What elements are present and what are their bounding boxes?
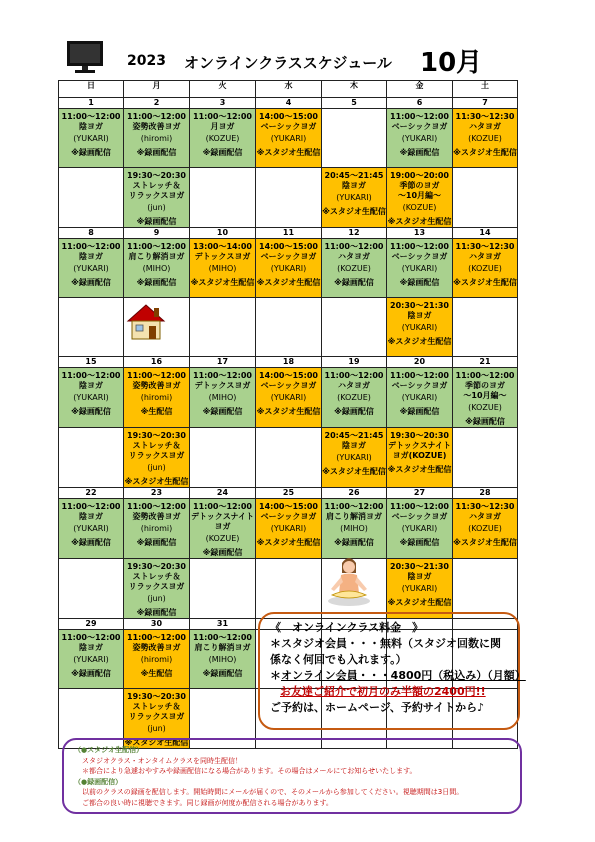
class-mode: ※録画配信 [71, 538, 111, 547]
class-slot [124, 630, 190, 689]
studio-live-text2: ＊都合により急遽おやすみや録画配信になる場合があります。その場合はメールにてお知らせいたします。 [82, 767, 417, 775]
empty-slot [322, 109, 387, 168]
class-mode: ※録画配信 [71, 407, 111, 416]
class-name: デトックスナイト [191, 512, 254, 521]
class-name: ストレッチ＆ [132, 572, 181, 581]
class-mode: ※録画配信 [399, 278, 440, 287]
class-time: 11:00～12:00 [61, 112, 121, 121]
yoga-person-icon [326, 555, 372, 607]
day-number: 5 [322, 98, 387, 109]
class-mode: ※録画配信 [71, 278, 111, 287]
class-slot [387, 499, 453, 559]
day-number: 11 [256, 228, 322, 239]
house-icon [126, 303, 166, 341]
monitor-icon [66, 40, 104, 74]
class-slot [453, 109, 518, 168]
class-slot [256, 368, 322, 428]
class-instructor: (KOZUE) [468, 524, 502, 533]
class-mode: ※録画配信 [136, 278, 177, 287]
day-number: 13 [387, 228, 453, 239]
class-name-2: ～10月編～ [397, 191, 442, 200]
class-name-2: リラックスヨガ [128, 451, 185, 460]
class-slot [59, 109, 124, 168]
class-slot [190, 239, 256, 298]
class-name: ストレッチ＆ [132, 702, 181, 711]
class-mode: ※スタジオ生配信 [387, 217, 452, 226]
class-time: 11:00～12:00 [127, 371, 186, 380]
year-label: 2023 [127, 53, 166, 69]
class-name: ハタヨガ [469, 122, 501, 131]
class-time: 19:30～20:30 [127, 171, 186, 180]
class-time: 11:00～12:00 [61, 371, 121, 380]
class-instructor: (MIHO) [208, 264, 237, 273]
class-name: ハタヨガ [469, 252, 501, 261]
class-mode: ※スタジオ生配信 [256, 278, 321, 287]
day-number: 18 [256, 357, 322, 368]
class-name: 月ヨガ [210, 122, 235, 131]
class-mode: ※スタジオ生配信 [387, 337, 452, 346]
empty-slot [190, 559, 256, 619]
class-name: デトックスナイト [388, 441, 451, 450]
day-number: 28 [453, 488, 518, 499]
studio-member-line1: ＊スタジオ会員・・・無料（スタジオ回数に関 [270, 637, 501, 650]
class-slot [387, 559, 453, 619]
notes-box [62, 738, 522, 814]
class-time: 11:30～12:30 [455, 112, 515, 121]
class-time: 14:00～15:00 [259, 242, 318, 251]
class-time: 20:45～21:45 [324, 431, 384, 440]
class-time: 19:00～20:00 [390, 171, 449, 180]
class-time: 11:00～12:00 [390, 502, 449, 511]
class-time: 14:00～15:00 [259, 112, 318, 121]
day-number: 30 [124, 619, 190, 630]
class-mode: ※録画配信 [71, 669, 111, 678]
weekday-6: 土 [453, 81, 518, 98]
empty-slot [190, 428, 256, 488]
class-time: 11:00～12:00 [61, 633, 121, 642]
class-name-2: ヨガ(KOZUE) [392, 451, 447, 460]
class-mode: ※スタジオ生配信 [190, 278, 255, 287]
class-row [59, 428, 518, 488]
class-instructor: (hiromi) [140, 134, 173, 143]
day-number: 22 [59, 488, 124, 499]
studio-live-heading: （●スタジオ生配信） [74, 746, 144, 754]
class-instructor: (YUKARI) [73, 655, 109, 664]
class-name: ストレッチ＆ [132, 441, 181, 450]
class-row [59, 499, 518, 559]
class-instructor: (KOZUE) [337, 393, 371, 402]
online-member-line [270, 668, 526, 684]
class-instructor: (YUKARI) [401, 524, 438, 533]
class-name: 陰ヨガ [407, 311, 432, 320]
class-time: 11:00～12:00 [127, 242, 186, 251]
class-time: 11:00～12:00 [390, 112, 449, 121]
class-row [59, 109, 518, 168]
class-name: 陰ヨガ [79, 512, 103, 521]
class-slot [59, 499, 124, 559]
studio-member-line2: 係なく何回でも入れます。） [270, 653, 407, 666]
class-mode: ※スタジオ生配信 [322, 207, 386, 216]
class-name: 肩こり解消ヨガ [128, 252, 185, 261]
class-mode: ※録画配信 [399, 538, 440, 547]
class-time: 11:00～12:00 [193, 371, 252, 380]
class-instructor: (jun) [147, 203, 166, 212]
class-mode: ※録画配信 [399, 407, 440, 416]
online-member-price: 4800円（税込み）（月額） [390, 669, 526, 682]
class-time: 11:00～12:00 [61, 242, 121, 251]
class-mode: ※スタジオ生配信 [256, 407, 321, 416]
class-time: 11:30～12:30 [455, 242, 515, 251]
class-instructor: (YUKARI) [401, 584, 438, 593]
day-number: 3 [190, 98, 256, 109]
day-number: 21 [453, 357, 518, 368]
day-number: 24 [190, 488, 256, 499]
day-number: 16 [124, 357, 190, 368]
day-number: 4 [256, 98, 322, 109]
class-instructor: (YUKARI) [401, 393, 438, 402]
class-name: 陰ヨガ [79, 252, 103, 261]
class-mode: ※録画配信 [136, 217, 177, 226]
empty-slot [322, 298, 387, 357]
class-slot [190, 499, 256, 559]
weekday-1: 月 [124, 81, 190, 98]
day-number: 2 [124, 98, 190, 109]
class-mode: ※スタジオ生配信 [256, 148, 321, 157]
weekday-4: 木 [322, 81, 387, 98]
class-instructor: (YUKARI) [73, 134, 109, 143]
empty-slot [453, 168, 518, 228]
class-instructor: (KOZUE) [468, 403, 502, 412]
class-time: 11:00～12:00 [324, 371, 384, 380]
class-mode: ※録画配信 [136, 608, 177, 617]
class-time: 19:30～20:30 [127, 431, 186, 440]
day-number: 9 [124, 228, 190, 239]
day-number: 17 [190, 357, 256, 368]
class-mode: ※録画配信 [399, 148, 440, 157]
month-label: 10月 [420, 48, 483, 78]
class-time: 11:00～12:00 [390, 371, 449, 380]
class-mode: ※スタジオ生配信 [387, 465, 452, 474]
weekday-0: 日 [59, 81, 124, 98]
empty-slot [190, 168, 256, 228]
pricing-box [258, 612, 526, 730]
class-name: ハタヨガ [338, 381, 370, 390]
class-slot [387, 428, 453, 488]
day-number: 6 [387, 98, 453, 109]
day-number-row [59, 228, 518, 239]
class-instructor: (KOZUE) [337, 264, 371, 273]
class-slot [322, 428, 387, 488]
class-slot [124, 559, 190, 619]
class-time: 11:00～12:00 [455, 371, 515, 380]
class-slot [322, 239, 387, 298]
page-title: オンラインクラススケジュール [184, 54, 392, 72]
class-slot [59, 630, 124, 689]
weekday-2: 火 [190, 81, 256, 98]
class-mode: ※スタジオ生配信 [124, 738, 189, 747]
class-name: 陰ヨガ [342, 441, 366, 450]
class-name: 陰ヨガ [79, 381, 103, 390]
class-slot [190, 368, 256, 428]
class-instructor: (KOZUE) [205, 134, 240, 143]
class-instructor: (hiromi) [140, 655, 173, 664]
class-row [59, 368, 518, 428]
weekday-5: 金 [387, 81, 453, 98]
class-time: 14:00～15:00 [259, 502, 318, 511]
class-mode: ※生配信 [140, 669, 173, 678]
class-name: ベーシックヨガ [260, 512, 317, 521]
class-name-2: リラックスヨガ [128, 582, 185, 591]
day-number: 26 [322, 488, 387, 499]
recorded-heading: （●録画配信） [74, 777, 123, 786]
day-number-row [59, 98, 518, 109]
class-name: ハタヨガ [469, 512, 501, 521]
day-number-row [59, 488, 518, 499]
empty-slot [256, 559, 322, 619]
class-slot [453, 499, 518, 559]
empty-slot [256, 428, 322, 488]
class-instructor: (YUKARI) [73, 264, 109, 273]
class-name: 肩こり解消ヨガ [326, 512, 382, 521]
class-instructor: (YUKARI) [336, 453, 372, 462]
class-slot [124, 499, 190, 559]
class-time: 11:00～12:00 [127, 112, 186, 121]
class-time: 11:00～12:00 [193, 633, 252, 642]
class-mode: ※録画配信 [202, 148, 243, 157]
day-number: 23 [124, 488, 190, 499]
class-mode: ※録画配信 [334, 407, 374, 416]
recorded-text2: ご都合の良い時に視聴できます。同じ録画が何度か配信される場合があります。 [82, 798, 333, 807]
class-instructor: (YUKARI) [73, 393, 109, 402]
day-number: 15 [59, 357, 124, 368]
class-mode: ※スタジオ生配信 [453, 538, 517, 547]
class-name: ベーシックヨガ [391, 252, 448, 261]
class-slot [322, 499, 387, 559]
class-name: 肩こり解消ヨガ [194, 643, 251, 652]
class-mode: ※録画配信 [334, 278, 374, 287]
empty-slot [59, 168, 124, 228]
class-instructor: (YUKARI) [270, 134, 307, 143]
class-slot [322, 368, 387, 428]
reservation-note: ご予約は、ホームページ、予約サイトから♪ [270, 701, 485, 714]
class-instructor: (jun) [147, 594, 166, 603]
weekday-header-row [59, 81, 518, 98]
class-slot [190, 109, 256, 168]
class-row [59, 239, 518, 298]
class-time: 11:00～12:00 [193, 112, 252, 121]
class-instructor: (MIHO) [208, 393, 237, 402]
class-time: 11:00～12:00 [127, 633, 186, 642]
class-name: デトックスヨガ [194, 252, 251, 261]
class-name: 姿勢改善ヨガ [132, 122, 181, 131]
class-time: 11:00～12:00 [127, 502, 186, 511]
day-number: 7 [453, 98, 518, 109]
day-number: 19 [322, 357, 387, 368]
day-number: 20 [387, 357, 453, 368]
class-mode: ※録画配信 [202, 669, 243, 678]
class-slot [124, 109, 190, 168]
class-name: 姿勢改善ヨガ [132, 512, 181, 521]
class-time: 11:00～12:00 [61, 502, 121, 511]
day-number: 29 [59, 619, 124, 630]
class-mode: ※録画配信 [71, 148, 111, 157]
class-instructor: (YUKARI) [401, 264, 438, 273]
class-name: 陰ヨガ [79, 122, 103, 131]
class-time: 11:30～12:30 [455, 502, 515, 511]
class-instructor: (jun) [147, 724, 166, 733]
empty-slot [59, 559, 124, 619]
class-name: 陰ヨガ [79, 643, 103, 652]
class-mode: ※スタジオ生配信 [387, 598, 452, 607]
class-instructor: (MIHO) [208, 655, 237, 664]
class-slot [256, 499, 322, 559]
class-name: 陰ヨガ [407, 572, 432, 581]
day-number-row [59, 357, 518, 368]
class-time: 19:30～20:30 [390, 431, 449, 440]
class-name: 季節のヨガ [399, 181, 440, 190]
class-slot [59, 239, 124, 298]
class-slot [387, 239, 453, 298]
class-row [59, 559, 518, 619]
class-slot [387, 168, 453, 228]
class-slot [124, 168, 190, 228]
friend-referral [270, 684, 508, 700]
class-name: デトックスヨガ [194, 381, 251, 390]
class-instructor: (YUKARI) [270, 264, 307, 273]
class-mode: ※録画配信 [136, 148, 177, 157]
class-time: 11:00～12:00 [324, 502, 384, 511]
class-name: 季節のヨガ [465, 381, 505, 390]
recorded-text1: 以前のクラスの録画を配信します。開始時間にメールが届くので、そのメールから参加してください。視聴期間は3日間。 [82, 788, 464, 796]
class-time: 14:00～15:00 [259, 371, 318, 380]
day-number: 10 [190, 228, 256, 239]
class-name: ストレッチ＆ [132, 181, 181, 190]
class-mode: ※録画配信 [202, 548, 243, 557]
class-instructor: (MIHO) [142, 264, 171, 273]
class-instructor: (KOZUE) [205, 534, 240, 543]
day-number: 1 [59, 98, 124, 109]
class-time: 13:00～14:00 [193, 242, 252, 251]
class-instructor: (YUKARI) [270, 393, 307, 402]
day-number: 12 [322, 228, 387, 239]
class-instructor: (hiromi) [140, 524, 173, 533]
day-number: 25 [256, 488, 322, 499]
empty-slot [453, 298, 518, 357]
empty-slot [59, 428, 124, 488]
class-slot [453, 239, 518, 298]
class-instructor: (YUKARI) [336, 193, 372, 202]
class-mode: ※スタジオ生配信 [322, 467, 386, 476]
class-instructor: (YUKARI) [401, 134, 438, 143]
class-instructor: (KOZUE) [468, 264, 502, 273]
class-name: ベーシックヨガ [260, 381, 317, 390]
online-member-label: オンライン会員・・・ [281, 669, 391, 682]
empty-slot [453, 428, 518, 488]
studio-live-text1: スタジオクラス・オンタイムクラスを同時生配信！ [82, 756, 243, 765]
class-time: 19:30～20:30 [127, 692, 186, 701]
class-instructor: (YUKARI) [73, 524, 109, 533]
class-name-2: ヨガ [214, 522, 231, 531]
class-slot [322, 168, 387, 228]
class-time: 20:30～21:30 [390, 301, 449, 310]
class-slot [124, 368, 190, 428]
class-slot [190, 630, 256, 689]
class-mode: ※録画配信 [334, 538, 374, 547]
class-name: 姿勢改善ヨガ [132, 643, 181, 652]
class-name: 姿勢改善ヨガ [132, 381, 181, 390]
class-slot [387, 368, 453, 428]
class-mode: ※スタジオ生配信 [453, 278, 517, 287]
class-name: ベーシックヨガ [391, 122, 448, 131]
class-slot [453, 368, 518, 428]
day-number: 27 [387, 488, 453, 499]
class-name: ベーシックヨガ [391, 512, 448, 521]
class-row [59, 168, 518, 228]
class-slot [256, 239, 322, 298]
class-time: 20:30～21:30 [390, 562, 449, 571]
class-instructor: (YUKARI) [270, 524, 307, 533]
class-slot [124, 239, 190, 298]
class-name-2: リラックスヨガ [128, 712, 185, 721]
class-mode: ※録画配信 [136, 538, 177, 547]
class-mode: ※スタジオ生配信 [124, 477, 189, 486]
empty-slot [59, 298, 124, 357]
empty-slot [256, 298, 322, 357]
class-name: ベーシックヨガ [260, 122, 317, 131]
day-number: 14 [453, 228, 518, 239]
class-instructor: (hiromi) [140, 393, 173, 402]
class-instructor: (KOZUE) [402, 203, 437, 212]
page-header [0, 0, 595, 85]
class-name: ハタヨガ [338, 252, 370, 261]
class-instructor: (KOZUE) [468, 134, 502, 143]
class-mode: ※生配信 [140, 407, 173, 416]
class-instructor: (jun) [147, 463, 166, 472]
class-mode: ※録画配信 [202, 407, 243, 416]
class-instructor: (MIHO) [340, 524, 368, 533]
class-time: 11:00～12:00 [324, 242, 384, 251]
class-name-2: ～10月編～ [463, 391, 507, 400]
class-slot [256, 109, 322, 168]
class-instructor: (YUKARI) [401, 323, 438, 332]
class-time: 11:00～12:00 [193, 502, 252, 511]
day-number: 8 [59, 228, 124, 239]
class-name: 陰ヨガ [342, 181, 366, 190]
friend-referral-text: お友達ご紹介で初月のみ半額の2400円!! [280, 685, 486, 698]
empty-slot [256, 168, 322, 228]
class-slot [124, 428, 190, 488]
pricing-heading: 《 オンラインクラス料金 》 [270, 621, 424, 634]
class-slot [387, 298, 453, 357]
class-mode: ※スタジオ生配信 [453, 148, 517, 157]
weekday-3: 水 [256, 81, 322, 98]
empty-slot [190, 298, 256, 357]
class-time: 11:00～12:00 [390, 242, 449, 251]
class-name: ベーシックヨガ [391, 381, 448, 390]
class-mode: ※スタジオ生配信 [256, 538, 321, 547]
empty-slot [453, 559, 518, 619]
class-name-2: リラックスヨガ [128, 191, 185, 200]
class-time: 19:30～20:30 [127, 562, 186, 571]
class-name: ベーシックヨガ [260, 252, 317, 261]
class-mode: ※録画配信 [465, 417, 505, 426]
online-prefix: ＊ [270, 669, 281, 682]
class-time: 20:45～21:45 [324, 171, 384, 180]
day-number: 31 [190, 619, 256, 630]
class-slot [59, 368, 124, 428]
class-slot [387, 109, 453, 168]
